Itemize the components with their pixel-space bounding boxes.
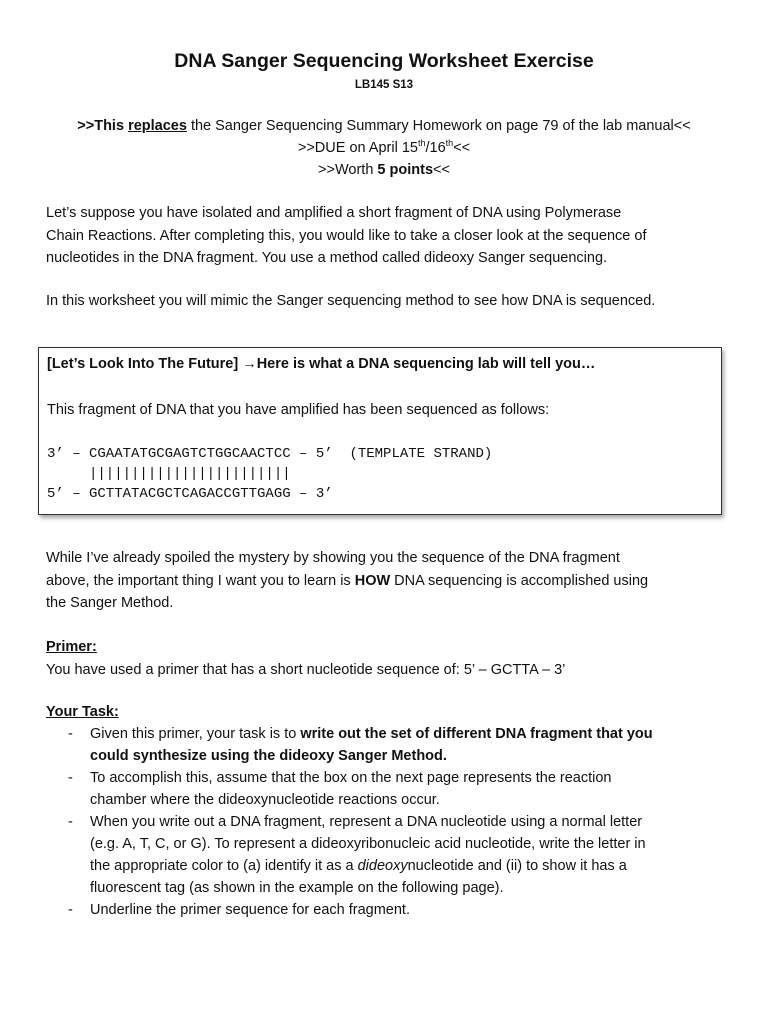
- coding-strand: 5’ – GCTTATACGCTCAGACCGTTGAGG – 3’: [47, 486, 333, 502]
- task-heading: Your Task:: [46, 704, 119, 720]
- replaces-word: replaces: [128, 118, 187, 134]
- notice-replaces-line: >>This replaces the Sanger Sequencing Summary Homework on page 79 of the lab manual<<: [77, 118, 691, 134]
- notice-due-line: >>DUE on April 15th/16th<<: [297, 138, 471, 156]
- task-item: - Underline the primer sequence for each fragment.: [46, 899, 736, 921]
- bullet-dash: -: [68, 902, 73, 918]
- page-title: DNA Sanger Sequencing Worksheet Exercise: [174, 50, 594, 72]
- spoiler-paragraph: While I’ve already spoiled the mystery by showing you the sequence of the DNA fragment above, the important thing I want you to learn is HOW DNA sequencing is accomplished using the Sanger Method.: [46, 550, 649, 611]
- assignment-notice: [0, 115, 768, 181]
- base-pair-lines: ||||||||||||||||||||||||: [47, 466, 291, 482]
- primer-heading: Primer:: [46, 639, 97, 655]
- task-heading-block: [46, 701, 726, 724]
- bullet-dash: -: [68, 770, 73, 786]
- mimic-paragraph: In this worksheet you will mimic the Sanger sequencing method to see how DNA is sequenced.: [46, 293, 656, 309]
- task-item: - When you write out a DNA fragment, represent a DNA nucleotide using a normal letter (e.g. A, T, C, or G). To represent a dideoxyribonucleic acid nucleotide, write the letter in the appropriate color to (a) identify it as a dideoxynucleotide and (ii) to show it has a fluorescent tag (as shown in the example on the following page).: [46, 811, 736, 899]
- sequence-result-box: [38, 347, 722, 515]
- primer-text: You have used a primer that has a short nucleotide sequence of: 5’ – GCTTA – 3’: [46, 661, 566, 678]
- right-arrow-icon: →: [242, 356, 257, 372]
- notice-points-line: >>Worth 5 points<<: [318, 162, 450, 178]
- bullet-dash: -: [68, 814, 73, 830]
- intro-paragraph: Let’s suppose you have isolated and amplified a short fragment of DNA using Polymerase Chain Reactions. After completing this, you would like to take a closer look at the sequence of nucleotides in the DNA fragment. You use a method called dideoxy Sanger sequencing.: [46, 205, 647, 266]
- task-item: - Given this primer, your task is to write out the set of different DNA fragment that you could synthesize using the dideoxy Sanger Method.: [46, 723, 736, 767]
- box-subtitle: This fragment of DNA that you have amplified has been sequenced as follows:: [47, 402, 550, 418]
- task-list: [46, 723, 736, 921]
- box-heading: [Let’s Look Into The Future] →Here is what a DNA sequencing lab will tell you…: [47, 356, 596, 372]
- task-item: - To accomplish this, assume that the box on the next page represents the reaction chamber where the dideoxynucleotide reactions occur.: [46, 767, 736, 811]
- template-strand: 3’ – CGAATATGCGAGTCTGGCAACTCC – 5’ (TEMPLATE STRAND): [47, 446, 493, 462]
- course-code: LB145 S13: [354, 79, 414, 91]
- bullet-dash: -: [68, 726, 73, 742]
- primer-section: [46, 636, 726, 681]
